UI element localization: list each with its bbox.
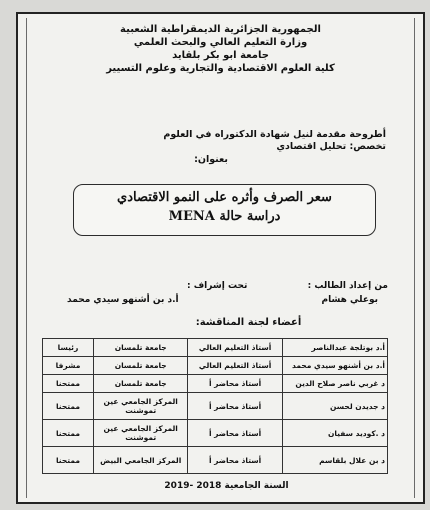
ministry-name: وزارة التعليم العالي والبحث العلمي bbox=[133, 37, 308, 48]
jury-member-role: رئيسا bbox=[43, 339, 94, 357]
jury-member-university: جامعة تلمسان bbox=[94, 375, 188, 393]
thesis-subtitle: دراسة حالة MENA bbox=[168, 209, 281, 224]
jury-heading: أعضاء لجنة المناقشة: bbox=[195, 317, 302, 328]
university-name: جامعة ابو بكر بلقايد bbox=[172, 50, 269, 61]
table-row bbox=[43, 420, 388, 447]
jury-member-rank: أستاذ محاضر أ bbox=[188, 375, 282, 393]
faculty-name: كلية العلوم الاقتصادية والتجارية وعلوم التسيير bbox=[106, 63, 335, 74]
jury-member-name: د .كوديد سفيان bbox=[282, 420, 387, 447]
jury-table bbox=[42, 338, 388, 474]
table-row bbox=[43, 375, 388, 393]
cover-inner bbox=[26, 18, 415, 498]
table-row bbox=[43, 393, 388, 420]
table-row bbox=[43, 339, 388, 357]
jury-member-role: ممتحنا bbox=[43, 375, 94, 393]
jury-member-name: أ.د بن أشنهو سيدي محمد bbox=[282, 357, 387, 375]
jury-member-role: ممتحنا bbox=[43, 393, 94, 420]
jury-member-rank: أستاذ محاضر أ bbox=[188, 447, 282, 474]
jury-member-role: ممتحنا bbox=[43, 447, 94, 474]
jury-member-rank: أستاذ التعليم العالي bbox=[188, 357, 282, 375]
student-label: من إعداد الطالب : bbox=[307, 281, 388, 291]
supervisor-label: تحت إشراف : bbox=[187, 281, 248, 291]
jury-member-university: المركز الجامعي عين تموشنت bbox=[94, 420, 188, 447]
table-row bbox=[43, 357, 388, 375]
jury-member-name: أ.د بوتلجة عبدالناصر bbox=[282, 339, 387, 357]
jury-member-rank: أستاذ محاضر أ bbox=[188, 393, 282, 420]
jury-member-university: المركز الجامعي عين تموشنت bbox=[94, 393, 188, 420]
jury-member-name: د جديدن لحسن bbox=[282, 393, 387, 420]
jury-member-name: د غربي ناصر صلاح الدين bbox=[282, 375, 387, 393]
thesis-degree: أطروحة مقدمة لنيل شهادة الدكتوراه في العلوم bbox=[163, 129, 386, 140]
jury-member-university: المركز الجامعي البيض bbox=[94, 447, 188, 474]
jury-member-name: د بن علال بلقاسم bbox=[282, 447, 387, 474]
table-row bbox=[43, 447, 388, 474]
thesis-title-box bbox=[73, 184, 376, 236]
jury-member-rank: أستاذ التعليم العالي bbox=[188, 339, 282, 357]
thesis-specialty: تخصص: تحليل اقتصادي bbox=[276, 141, 386, 152]
jury-member-role: ممتحنا bbox=[43, 420, 94, 447]
thesis-title-label: بعنوان: bbox=[194, 154, 228, 165]
student-name: بوعلي هشام bbox=[321, 295, 378, 305]
thesis-cover-frame bbox=[16, 12, 425, 504]
republic-name: الجمهورية الجزائرية الديمقراطية الشعبية bbox=[120, 24, 321, 35]
supervisor-name: أ.د بن أشنهو سيدي محمد bbox=[67, 295, 179, 305]
jury-member-university: جامعة تلمسان bbox=[94, 339, 188, 357]
thesis-title: سعر الصرف وأثره على النمو الاقتصادي bbox=[117, 190, 332, 205]
jury-member-university: جامعة تلمسان bbox=[94, 357, 188, 375]
jury-member-rank: أستاذ محاضر أ bbox=[188, 420, 282, 447]
jury-member-role: مشرفا bbox=[43, 357, 94, 375]
academic-year: السنة الجامعية 2018 -2019 bbox=[164, 481, 289, 491]
